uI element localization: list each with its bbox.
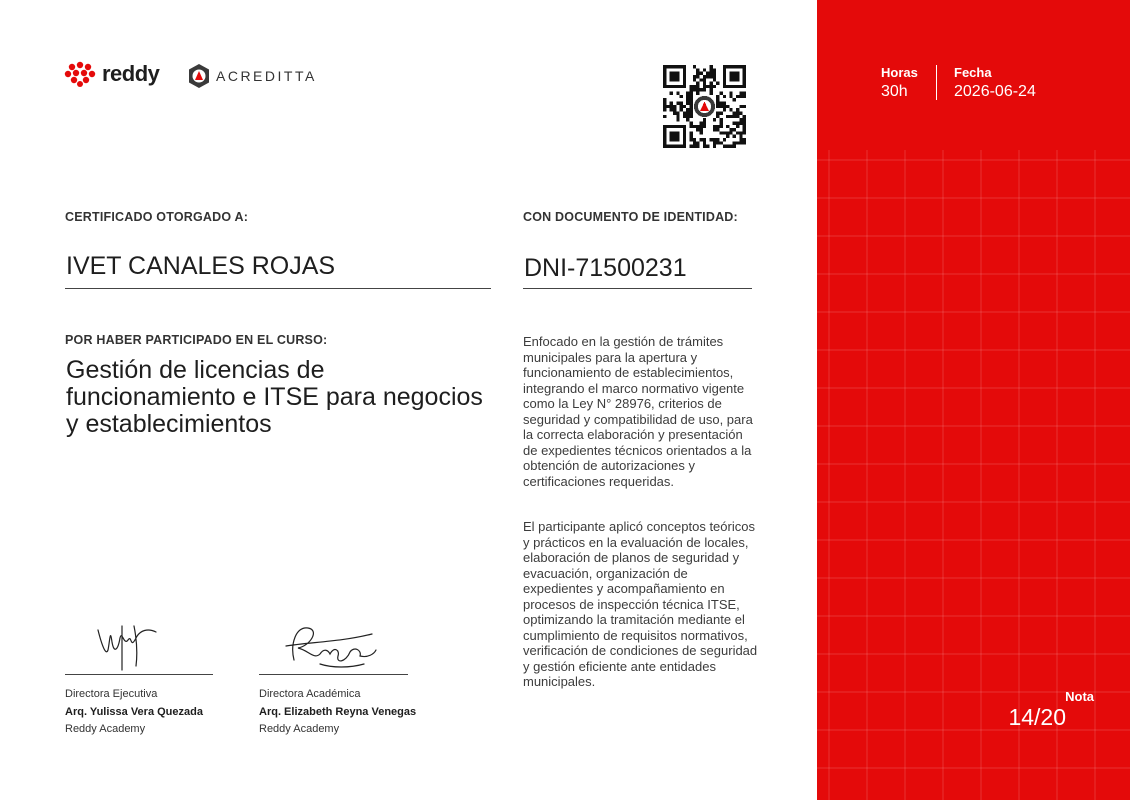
header-divider: [936, 65, 937, 100]
date-label: Fecha: [954, 65, 992, 80]
id-label: CON DOCUMENTO DE IDENTIDAD:: [523, 210, 738, 224]
signature-2-org: Reddy Academy: [259, 723, 340, 735]
id-value: DNI-71500231: [524, 254, 687, 282]
course-description-1: Enfocado en la gestión de trámites municipales para la apertura y funcionamiento de establecimientos, integrando el marco normativo vigente como la Ley N° 28976, criterios de seguridad y compatibilidad de uso, para la correcta elaboración y presentación de expedientes técnicos orientados a la obtención de autorizaciones y certificaciones requeridas.: [523, 334, 753, 489]
signature-1-icon: [92, 620, 162, 672]
signature-1-role: Directora Ejecutiva: [65, 688, 158, 700]
reddy-logo-icon: [64, 61, 96, 87]
acreditta-logo-icon: [187, 63, 211, 89]
hours-value: 30h: [881, 83, 908, 100]
signature-2-role: Directora Académica: [259, 688, 361, 700]
id-underline: [523, 288, 752, 289]
signature-1-line: [65, 674, 213, 675]
recipient-underline: [65, 288, 491, 289]
panel-grid-pattern: [817, 0, 1130, 800]
signature-2-icon: [280, 620, 380, 672]
reddy-logo: [64, 61, 159, 87]
info-panel: [817, 0, 1130, 800]
grade-value: 14/20: [1008, 704, 1066, 730]
course-label: POR HABER PARTICIPADO EN EL CURSO:: [65, 333, 328, 347]
date-value: 2026-06-24: [954, 83, 1036, 100]
course-description-2: El participante aplicó conceptos teóricos y prácticos en la evaluación de locales, elaboración de planos de seguridad y evacuación, organización de expedientes y acompañamiento en procesos de inspección técnica ITSE, optimizando la tramitación mediante el cumplimiento de requisitos normativos, verificación de condiciones de seguridad y gestión eficiente ante entidades municipales.: [523, 519, 758, 689]
grade-label: Nota: [1065, 689, 1094, 704]
qr-code-icon: [663, 65, 746, 148]
acreditta-wordmark: ACREDITTA: [216, 68, 317, 84]
hours-label: Horas: [881, 65, 918, 80]
awarded-label: CERTIFICADO OTORGADO A:: [65, 210, 249, 224]
reddy-wordmark: reddy: [102, 61, 160, 86]
signature-1-name: Arq. Yulissa Vera Quezada: [65, 706, 203, 718]
acreditta-logo: [187, 63, 317, 89]
course-title: Gestión de licencias de funcionamiento e ITSE para negocios y establecimientos: [66, 356, 483, 438]
signature-1-org: Reddy Academy: [65, 723, 146, 735]
recipient-name: IVET CANALES ROJAS: [66, 252, 336, 280]
signature-2-line: [259, 674, 408, 675]
signature-2-name: Arq. Elizabeth Reyna Venegas: [259, 706, 417, 718]
